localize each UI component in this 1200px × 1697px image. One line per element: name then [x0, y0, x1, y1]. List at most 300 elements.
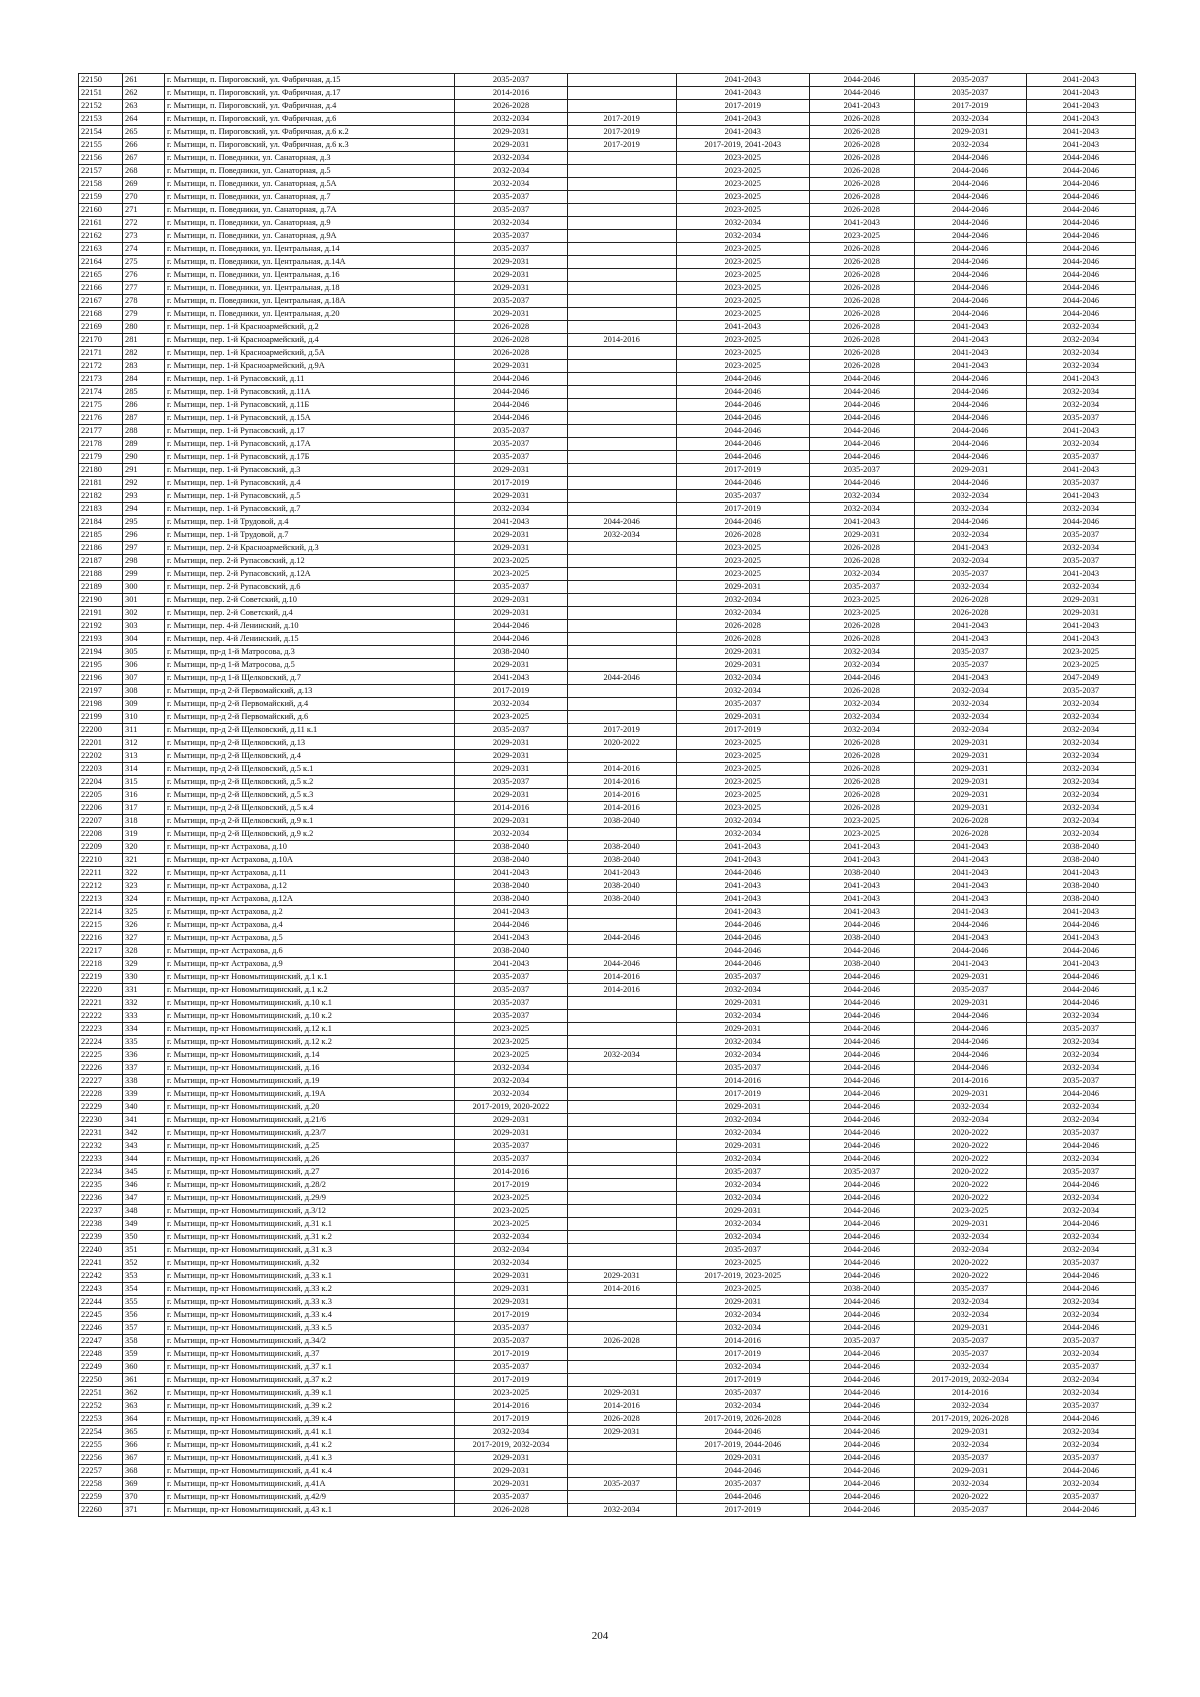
period-cell-5: 2041-2043 [914, 854, 1026, 867]
row-number-cell: 22252 [79, 1400, 123, 1413]
period-cell-3: 2017-2019 [676, 724, 809, 737]
period-cell-4: 2026-2028 [809, 243, 914, 256]
item-number-cell: 329 [123, 958, 165, 971]
period-cell-2: 2026-2028 [567, 1335, 676, 1348]
period-cell-4: 2032-2034 [809, 724, 914, 737]
address-cell: г. Мытищи, пр-кт Астрахова, д.10А [164, 854, 454, 867]
address-cell: г. Мытищи, пр-кт Астрахова, д.6 [164, 945, 454, 958]
table-row [79, 191, 1136, 204]
row-number-cell: 22219 [79, 971, 123, 984]
address-cell: г. Мытищи, пр-д 2-й Щелковский, д.9 к.1 [164, 815, 454, 828]
period-cell-2 [567, 1374, 676, 1387]
period-cell-3: 2029-2031 [676, 1205, 809, 1218]
period-cell-1: 2017-2019 [455, 685, 567, 698]
table-row [79, 789, 1136, 802]
item-number-cell: 269 [123, 178, 165, 191]
period-cell-2 [567, 1101, 676, 1114]
period-cell-1: 2044-2046 [455, 633, 567, 646]
row-number-cell: 22227 [79, 1075, 123, 1088]
table-row [79, 1504, 1136, 1517]
table-row [79, 321, 1136, 334]
row-number-cell: 22161 [79, 217, 123, 230]
row-number-cell: 22156 [79, 152, 123, 165]
item-number-cell: 345 [123, 1166, 165, 1179]
period-cell-1: 2029-2031 [455, 594, 567, 607]
row-number-cell: 22199 [79, 711, 123, 724]
item-number-cell: 358 [123, 1335, 165, 1348]
table-row [79, 100, 1136, 113]
period-cell-4: 2026-2028 [809, 269, 914, 282]
period-cell-1: 2035-2037 [455, 1322, 567, 1335]
period-cell-6: 2035-2037 [1026, 1166, 1135, 1179]
period-cell-3: 2032-2034 [676, 1322, 809, 1335]
period-cell-2 [567, 1023, 676, 1036]
period-cell-5: 2041-2043 [914, 334, 1026, 347]
period-cell-1: 2029-2031 [455, 464, 567, 477]
period-cell-2 [567, 1452, 676, 1465]
item-number-cell: 307 [123, 672, 165, 685]
address-cell: г. Мытищи, п. Пироговский, ул. Фабричная, д.6 [164, 113, 454, 126]
period-cell-2 [567, 997, 676, 1010]
period-cell-2 [567, 1205, 676, 1218]
period-cell-2: 2014-2016 [567, 776, 676, 789]
period-cell-2 [567, 464, 676, 477]
address-cell: г. Мытищи, пер. 2-й Рупасовский, д.12А [164, 568, 454, 581]
item-number-cell: 354 [123, 1283, 165, 1296]
period-cell-5: 2032-2034 [914, 113, 1026, 126]
item-number-cell: 314 [123, 763, 165, 776]
item-number-cell: 316 [123, 789, 165, 802]
period-cell-6: 2044-2046 [1026, 204, 1135, 217]
address-cell: г. Мытищи, пр-кт Новомытищинский, д.41 к.1 [164, 1426, 454, 1439]
period-cell-1: 2029-2031 [455, 282, 567, 295]
table-row [79, 958, 1136, 971]
period-cell-1: 2023-2025 [455, 1049, 567, 1062]
period-cell-5: 2032-2034 [914, 1231, 1026, 1244]
period-cell-2 [567, 1296, 676, 1309]
period-cell-2 [567, 1439, 676, 1452]
item-number-cell: 261 [123, 74, 165, 87]
period-cell-4: 2044-2046 [809, 412, 914, 425]
period-cell-4: 2044-2046 [809, 1426, 914, 1439]
period-cell-6: 2032-2034 [1026, 802, 1135, 815]
period-cell-5: 2032-2034 [914, 139, 1026, 152]
address-cell: г. Мытищи, п. Поведники, ул. Санаторная, д.5А [164, 178, 454, 191]
period-cell-5: 2044-2046 [914, 373, 1026, 386]
period-cell-3: 2035-2037 [676, 1387, 809, 1400]
period-cell-5: 2032-2034 [914, 1296, 1026, 1309]
address-cell: г. Мытищи, пр-кт Новомытищинский, д.42/9 [164, 1491, 454, 1504]
row-number-cell: 22176 [79, 412, 123, 425]
row-number-cell: 22188 [79, 568, 123, 581]
item-number-cell: 312 [123, 737, 165, 750]
item-number-cell: 294 [123, 503, 165, 516]
period-cell-1: 2029-2031 [455, 815, 567, 828]
period-cell-5: 2041-2043 [914, 633, 1026, 646]
address-cell: г. Мытищи, пр-д 2-й Первомайский, д.6 [164, 711, 454, 724]
row-number-cell: 22202 [79, 750, 123, 763]
period-cell-5: 2044-2046 [914, 1049, 1026, 1062]
address-cell: г. Мытищи, пр-кт Астрахова, д.11 [164, 867, 454, 880]
period-cell-2 [567, 620, 676, 633]
table-row [79, 204, 1136, 217]
period-cell-2 [567, 1153, 676, 1166]
period-cell-4: 2044-2046 [809, 1244, 914, 1257]
period-cell-6: 2044-2046 [1026, 1504, 1135, 1517]
period-cell-4: 2044-2046 [809, 1270, 914, 1283]
period-cell-3: 2023-2025 [676, 269, 809, 282]
period-cell-3: 2023-2025 [676, 204, 809, 217]
period-cell-6: 2032-2034 [1026, 1309, 1135, 1322]
period-cell-2: 2014-2016 [567, 802, 676, 815]
period-cell-1: 2038-2040 [455, 854, 567, 867]
period-cell-3: 2032-2034 [676, 1010, 809, 1023]
period-cell-2 [567, 1062, 676, 1075]
period-cell-2 [567, 685, 676, 698]
period-cell-6: 2032-2034 [1026, 542, 1135, 555]
period-cell-3: 2017-2019, 2026-2028 [676, 1413, 809, 1426]
period-cell-6: 2035-2037 [1026, 1335, 1135, 1348]
item-number-cell: 278 [123, 295, 165, 308]
address-cell: г. Мытищи, пр-кт Новомытищинский, д.41 к.2 [164, 1439, 454, 1452]
row-number-cell: 22256 [79, 1452, 123, 1465]
period-cell-5: 2029-2031 [914, 464, 1026, 477]
period-cell-4: 2044-2046 [809, 1504, 914, 1517]
period-cell-6: 2032-2034 [1026, 1114, 1135, 1127]
table-row [79, 724, 1136, 737]
period-cell-4: 2044-2046 [809, 1179, 914, 1192]
address-cell: г. Мытищи, пр-кт Астрахова, д.2 [164, 906, 454, 919]
period-cell-6: 2032-2034 [1026, 750, 1135, 763]
period-cell-5: 2032-2034 [914, 1439, 1026, 1452]
period-cell-4: 2038-2040 [809, 932, 914, 945]
period-cell-1: 2035-2037 [455, 1153, 567, 1166]
address-cell: г. Мытищи, пр-д 2-й Щелковский, д.5 к.2 [164, 776, 454, 789]
period-cell-6: 2032-2034 [1026, 503, 1135, 516]
period-cell-2: 2029-2031 [567, 1270, 676, 1283]
period-cell-5: 2044-2046 [914, 399, 1026, 412]
table-row [79, 698, 1136, 711]
period-cell-3: 2023-2025 [676, 282, 809, 295]
period-cell-2 [567, 360, 676, 373]
period-cell-2: 2029-2031 [567, 1387, 676, 1400]
row-number-cell: 22152 [79, 100, 123, 113]
item-number-cell: 343 [123, 1140, 165, 1153]
period-cell-1: 2029-2031 [455, 737, 567, 750]
item-number-cell: 276 [123, 269, 165, 282]
period-cell-1: 2023-2025 [455, 711, 567, 724]
period-cell-3: 2023-2025 [676, 750, 809, 763]
period-cell-5: 2041-2043 [914, 906, 1026, 919]
period-cell-4: 2044-2046 [809, 1400, 914, 1413]
period-cell-3: 2032-2034 [676, 1309, 809, 1322]
item-number-cell: 310 [123, 711, 165, 724]
period-cell-2 [567, 74, 676, 87]
item-number-cell: 342 [123, 1127, 165, 1140]
table-row [79, 1101, 1136, 1114]
item-number-cell: 349 [123, 1218, 165, 1231]
period-cell-5: 2035-2037 [914, 1452, 1026, 1465]
table-row [79, 1075, 1136, 1088]
period-cell-4: 2044-2046 [809, 997, 914, 1010]
period-cell-3: 2035-2037 [676, 1166, 809, 1179]
period-cell-2: 2038-2040 [567, 815, 676, 828]
row-number-cell: 22236 [79, 1192, 123, 1205]
period-cell-2 [567, 1244, 676, 1257]
address-cell: г. Мытищи, пер. 4-й Ленинский, д.15 [164, 633, 454, 646]
period-cell-2 [567, 347, 676, 360]
period-cell-1: 2032-2034 [455, 1257, 567, 1270]
period-cell-4: 2026-2028 [809, 165, 914, 178]
period-cell-1: 2017-2019 [455, 1374, 567, 1387]
row-number-cell: 22175 [79, 399, 123, 412]
period-cell-2 [567, 906, 676, 919]
period-cell-4: 2044-2046 [809, 1101, 914, 1114]
period-cell-6: 2032-2034 [1026, 1296, 1135, 1309]
period-cell-6: 2044-2046 [1026, 152, 1135, 165]
row-number-cell: 22255 [79, 1439, 123, 1452]
row-number-cell: 22198 [79, 698, 123, 711]
table-row [79, 997, 1136, 1010]
period-cell-5: 2035-2037 [914, 646, 1026, 659]
period-cell-6: 2044-2046 [1026, 230, 1135, 243]
address-cell: г. Мытищи, пер. 2-й Советский, д.10 [164, 594, 454, 607]
item-number-cell: 321 [123, 854, 165, 867]
period-cell-4: 2026-2028 [809, 802, 914, 815]
period-cell-3: 2014-2016 [676, 1335, 809, 1348]
address-cell: г. Мытищи, пер. 1-й Рупасовский, д.11А [164, 386, 454, 399]
period-cell-1: 2026-2028 [455, 334, 567, 347]
period-cell-1: 2029-2031 [455, 763, 567, 776]
item-number-cell: 324 [123, 893, 165, 906]
period-cell-3: 2029-2031 [676, 1101, 809, 1114]
period-cell-5: 2041-2043 [914, 932, 1026, 945]
period-cell-2 [567, 503, 676, 516]
row-number-cell: 22213 [79, 893, 123, 906]
item-number-cell: 350 [123, 1231, 165, 1244]
item-number-cell: 309 [123, 698, 165, 711]
row-number-cell: 22242 [79, 1270, 123, 1283]
period-cell-6: 2032-2034 [1026, 347, 1135, 360]
period-cell-2 [567, 1465, 676, 1478]
period-cell-1: 2035-2037 [455, 451, 567, 464]
address-cell: г. Мытищи, пр-кт Новомытищинский, д.33 к.4 [164, 1309, 454, 1322]
table-row [79, 139, 1136, 152]
period-cell-5: 2041-2043 [914, 620, 1026, 633]
period-cell-1: 2041-2043 [455, 672, 567, 685]
table-row [79, 334, 1136, 347]
address-cell: г. Мытищи, пр-кт Новомытищинский, д.32 [164, 1257, 454, 1270]
table-row [79, 893, 1136, 906]
period-cell-5: 2044-2046 [914, 451, 1026, 464]
period-cell-3: 2017-2019 [676, 1348, 809, 1361]
period-cell-6: 2032-2034 [1026, 1036, 1135, 1049]
period-cell-1: 2017-2019 [455, 477, 567, 490]
period-cell-2 [567, 646, 676, 659]
row-number-cell: 22241 [79, 1257, 123, 1270]
period-cell-2 [567, 87, 676, 100]
row-number-cell: 22245 [79, 1309, 123, 1322]
table-row [79, 1452, 1136, 1465]
period-cell-6: 2044-2046 [1026, 1413, 1135, 1426]
period-cell-5: 2044-2046 [914, 1062, 1026, 1075]
row-number-cell: 22243 [79, 1283, 123, 1296]
table-row [79, 945, 1136, 958]
item-number-cell: 353 [123, 1270, 165, 1283]
period-cell-3: 2044-2046 [676, 425, 809, 438]
table-row [79, 1257, 1136, 1270]
period-cell-3: 2026-2028 [676, 529, 809, 542]
period-cell-3: 2032-2034 [676, 230, 809, 243]
row-number-cell: 22251 [79, 1387, 123, 1400]
table-row [79, 633, 1136, 646]
period-cell-3: 2023-2025 [676, 737, 809, 750]
row-number-cell: 22212 [79, 880, 123, 893]
item-number-cell: 287 [123, 412, 165, 425]
period-cell-1: 2017-2019 [455, 1179, 567, 1192]
period-cell-1: 2023-2025 [455, 1036, 567, 1049]
period-cell-2: 2014-2016 [567, 763, 676, 776]
period-cell-5: 2032-2034 [914, 555, 1026, 568]
period-cell-4: 2041-2043 [809, 906, 914, 919]
period-cell-3: 2032-2034 [676, 1361, 809, 1374]
period-cell-5: 2044-2046 [914, 295, 1026, 308]
period-cell-3: 2023-2025 [676, 360, 809, 373]
table-row [79, 165, 1136, 178]
period-cell-1: 2032-2034 [455, 152, 567, 165]
period-cell-5: 2044-2046 [914, 191, 1026, 204]
period-cell-5: 2020-2022 [914, 1192, 1026, 1205]
period-cell-6: 2041-2043 [1026, 100, 1135, 113]
item-number-cell: 273 [123, 230, 165, 243]
item-number-cell: 328 [123, 945, 165, 958]
period-cell-5: 2029-2031 [914, 997, 1026, 1010]
period-cell-3: 2044-2046 [676, 867, 809, 880]
period-cell-4: 2026-2028 [809, 139, 914, 152]
address-cell: г. Мытищи, пр-кт Новомытищинский, д.34/2 [164, 1335, 454, 1348]
period-cell-6: 2032-2034 [1026, 789, 1135, 802]
address-cell: г. Мытищи, пр-кт Новомытищинский, д.39 к.4 [164, 1413, 454, 1426]
period-cell-3: 2041-2043 [676, 74, 809, 87]
period-cell-3: 2041-2043 [676, 113, 809, 126]
period-cell-2 [567, 425, 676, 438]
period-cell-1: 2032-2034 [455, 178, 567, 191]
row-number-cell: 22228 [79, 1088, 123, 1101]
period-cell-3: 2041-2043 [676, 880, 809, 893]
period-cell-5: 2044-2046 [914, 204, 1026, 217]
period-cell-4: 2044-2046 [809, 1309, 914, 1322]
period-cell-3: 2044-2046 [676, 412, 809, 425]
schedule-table [78, 73, 1136, 1517]
period-cell-6: 2035-2037 [1026, 477, 1135, 490]
period-cell-3: 2023-2025 [676, 542, 809, 555]
item-number-cell: 360 [123, 1361, 165, 1374]
period-cell-3: 2017-2019 [676, 100, 809, 113]
address-cell: г. Мытищи, пр-кт Новомытищинский, д.31 к.1 [164, 1218, 454, 1231]
table-row [79, 1296, 1136, 1309]
period-cell-2 [567, 1361, 676, 1374]
address-cell: г. Мытищи, пер. 1-й Рупасовский, д.3 [164, 464, 454, 477]
address-cell: г. Мытищи, пер. 1-й Красноармейский, д.2 [164, 321, 454, 334]
period-cell-5: 2044-2046 [914, 438, 1026, 451]
row-number-cell: 22160 [79, 204, 123, 217]
period-cell-2 [567, 1491, 676, 1504]
period-cell-4: 2044-2046 [809, 438, 914, 451]
table-row [79, 1348, 1136, 1361]
period-cell-6: 2044-2046 [1026, 191, 1135, 204]
period-cell-5: 2035-2037 [914, 1283, 1026, 1296]
address-cell: г. Мытищи, пер. 1-й Рупасовский, д.11 [164, 373, 454, 386]
item-number-cell: 336 [123, 1049, 165, 1062]
period-cell-2 [567, 1140, 676, 1153]
period-cell-4: 2023-2025 [809, 815, 914, 828]
period-cell-4: 2044-2046 [809, 477, 914, 490]
row-number-cell: 22186 [79, 542, 123, 555]
period-cell-4: 2041-2043 [809, 100, 914, 113]
period-cell-4: 2032-2034 [809, 711, 914, 724]
period-cell-1: 2032-2034 [455, 698, 567, 711]
table-row [79, 1218, 1136, 1231]
period-cell-6: 2035-2037 [1026, 1452, 1135, 1465]
period-cell-3: 2044-2046 [676, 386, 809, 399]
address-cell: г. Мытищи, пр-кт Новомытищинский, д.14 [164, 1049, 454, 1062]
period-cell-1: 2029-2031 [455, 1452, 567, 1465]
period-cell-2 [567, 1192, 676, 1205]
period-cell-4: 2032-2034 [809, 490, 914, 503]
table-row [79, 880, 1136, 893]
table-row [79, 1322, 1136, 1335]
period-cell-5: 2029-2031 [914, 763, 1026, 776]
period-cell-1: 2035-2037 [455, 724, 567, 737]
period-cell-6: 2032-2034 [1026, 581, 1135, 594]
period-cell-4: 2023-2025 [809, 607, 914, 620]
period-cell-2 [567, 828, 676, 841]
period-cell-3: 2041-2043 [676, 893, 809, 906]
period-cell-2 [567, 308, 676, 321]
period-cell-6: 2044-2046 [1026, 1283, 1135, 1296]
address-cell: г. Мытищи, пер. 2-й Рупасовский, д.6 [164, 581, 454, 594]
item-number-cell: 362 [123, 1387, 165, 1400]
table-row [79, 555, 1136, 568]
period-cell-5: 2029-2031 [914, 802, 1026, 815]
period-cell-1: 2014-2016 [455, 1400, 567, 1413]
period-cell-4: 2044-2046 [809, 1075, 914, 1088]
period-cell-2: 2038-2040 [567, 841, 676, 854]
period-cell-2 [567, 750, 676, 763]
period-cell-3: 2032-2034 [676, 1049, 809, 1062]
period-cell-3: 2041-2043 [676, 126, 809, 139]
row-number-cell: 22205 [79, 789, 123, 802]
address-cell: г. Мытищи, пр-кт Новомытищинский, д.28/2 [164, 1179, 454, 1192]
row-number-cell: 22237 [79, 1205, 123, 1218]
period-cell-1: 2035-2037 [455, 1010, 567, 1023]
period-cell-5: 2029-2031 [914, 776, 1026, 789]
period-cell-2 [567, 1218, 676, 1231]
period-cell-3: 2017-2019 [676, 1504, 809, 1517]
period-cell-3: 2041-2043 [676, 87, 809, 100]
period-cell-2 [567, 1257, 676, 1270]
table-row [79, 464, 1136, 477]
period-cell-4: 2044-2046 [809, 87, 914, 100]
period-cell-5: 2044-2046 [914, 165, 1026, 178]
period-cell-6: 2044-2046 [1026, 1179, 1135, 1192]
table-row [79, 581, 1136, 594]
period-cell-4: 2026-2028 [809, 334, 914, 347]
period-cell-6: 2035-2037 [1026, 1491, 1135, 1504]
table-row [79, 971, 1136, 984]
period-cell-2 [567, 1114, 676, 1127]
period-cell-3: 2017-2019 [676, 503, 809, 516]
